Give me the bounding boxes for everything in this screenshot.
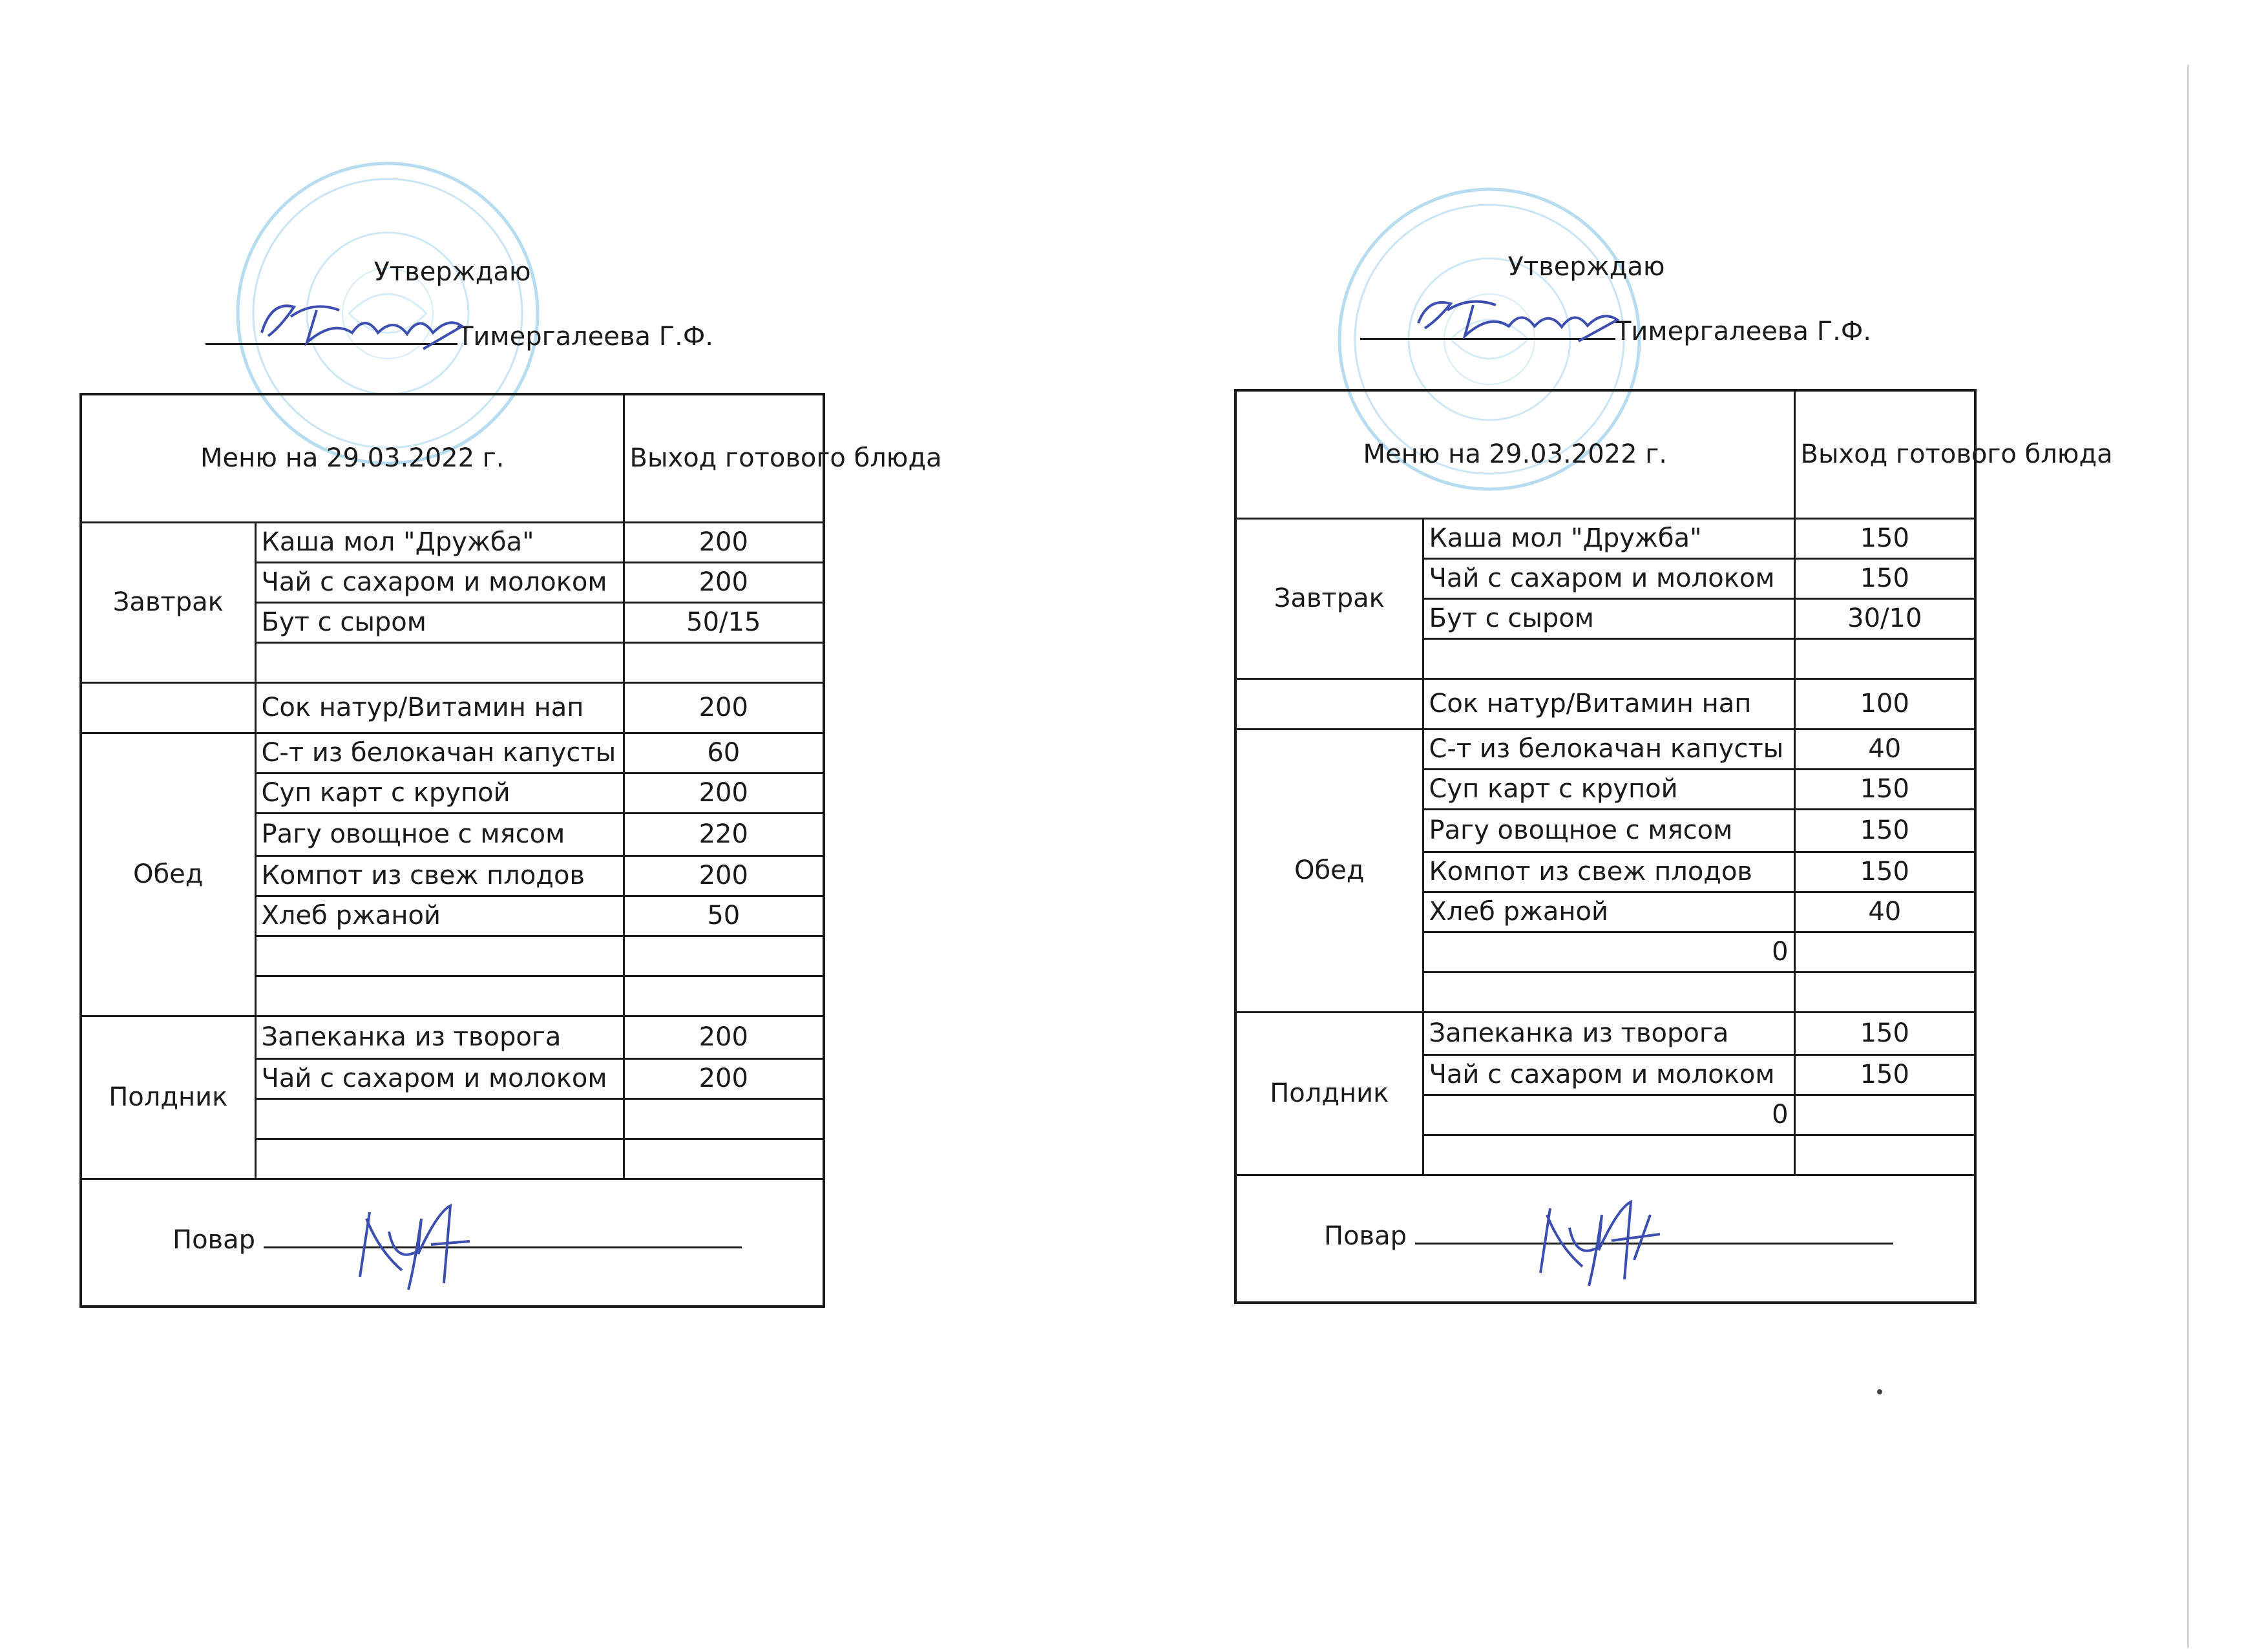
dish-name: С-т из белокачан капусты	[255, 733, 624, 773]
dish-yield: 200	[624, 1058, 824, 1098]
dish-yield: 150	[1794, 809, 1975, 852]
director-signature	[255, 288, 475, 359]
dish-name	[1423, 638, 1794, 678]
dish-name: Рагу овощное с мясом	[1423, 809, 1794, 852]
dish-name: Каша мол "Дружба"	[1423, 518, 1794, 558]
dish-yield: 150	[1794, 518, 1975, 558]
dish-name: Суп карт с крупой	[1423, 769, 1794, 809]
dish-yield: 150	[1794, 852, 1975, 892]
table-row	[1235, 729, 1975, 769]
approve-word: Утверждаю	[1507, 252, 1665, 282]
cook-footer	[1235, 1175, 1975, 1303]
footer-row	[81, 1179, 824, 1307]
table-row	[81, 682, 824, 733]
cook-signature	[1521, 1189, 1721, 1292]
dish-name: Чай с сахаром и молоком	[255, 562, 624, 602]
director-name: Тимергалеева Г.Ф.	[1615, 317, 1871, 346]
cook-signature	[341, 1193, 541, 1296]
menu-table	[1234, 389, 2113, 1304]
dish-name: Запеканка из творога	[1423, 1012, 1794, 1055]
dish-name: Сок натур/Витамин нап	[1423, 678, 1794, 729]
dish-name	[1423, 1135, 1794, 1175]
dish-yield: 50/15	[624, 602, 824, 642]
dish-name: Каша мол "Дружба"	[255, 522, 624, 562]
header-row	[81, 394, 824, 522]
dish-name: 0	[1423, 1095, 1794, 1135]
dish-name: 0	[1423, 932, 1794, 972]
menu-title: Меню на 29.03.2022 г.	[1235, 390, 1794, 518]
dish-yield: 150	[1794, 769, 1975, 809]
dish-name: Сок натур/Витамин нап	[255, 682, 624, 733]
table-row	[1235, 678, 1975, 729]
dish-yield	[624, 936, 824, 976]
meal-label-empty	[81, 682, 255, 733]
dish-yield	[624, 1139, 824, 1179]
dish-yield	[624, 1098, 824, 1139]
dish-yield: 200	[624, 522, 824, 562]
dish-name	[255, 1139, 624, 1179]
dish-name	[255, 976, 624, 1016]
dish-yield	[1794, 638, 1975, 678]
meal-label-lunch: Обед	[1235, 729, 1423, 1012]
meal-label-breakfast: Завтрак	[1235, 518, 1423, 678]
dish-yield: 60	[624, 733, 824, 773]
director-name: Тимергалеева Г.Ф.	[457, 322, 713, 352]
dish-yield: 200	[624, 856, 824, 896]
dish-name: Бут с сыром	[1423, 598, 1794, 638]
approve-word: Утверждаю	[373, 257, 531, 287]
dish-name: Хлеб ржаной	[1423, 892, 1794, 932]
dish-name: Компот из свеж плодов	[255, 856, 624, 896]
dish-name: Запеканка из творога	[255, 1016, 624, 1058]
table-row	[81, 522, 824, 562]
dish-yield	[1794, 932, 1975, 972]
menu-title: Меню на 29.03.2022 г.	[81, 394, 624, 522]
dish-yield	[624, 976, 824, 1016]
dish-name	[255, 936, 624, 976]
meal-label-snack: Полдник	[1235, 1012, 1423, 1175]
dish-yield: 150	[1794, 1012, 1975, 1055]
dish-name: Хлеб ржаной	[255, 896, 624, 936]
dish-name: Рагу овощное с мясом	[255, 813, 624, 856]
yield-header: Выход готового блюда	[1794, 390, 1975, 518]
dish-yield: 200	[624, 562, 824, 602]
meal-label-lunch: Обед	[81, 733, 255, 1016]
table-row	[81, 733, 824, 773]
dish-name	[255, 1098, 624, 1139]
dish-yield	[1794, 972, 1975, 1012]
dish-yield	[1794, 1095, 1975, 1135]
dish-yield: 100	[1794, 678, 1975, 729]
dish-name	[255, 642, 624, 682]
dish-name: Бут с сыром	[255, 602, 624, 642]
dish-name: Чай с сахаром и молоком	[1423, 558, 1794, 598]
table-row	[1235, 1012, 1975, 1055]
header-row	[1235, 390, 1975, 518]
meal-label-snack: Полдник	[81, 1016, 255, 1179]
menu-panel-right	[1134, 0, 2268, 1649]
dish-name: С-т из белокачан капусты	[1423, 729, 1794, 769]
dish-yield: 200	[624, 682, 824, 733]
dish-name: Суп карт с крупой	[255, 773, 624, 813]
cook-label: Повар	[173, 1224, 256, 1255]
dish-name: Компот из свеж плодов	[1423, 852, 1794, 892]
dish-yield	[624, 642, 824, 682]
dish-yield: 40	[1794, 892, 1975, 932]
dish-yield: 150	[1794, 1055, 1975, 1095]
dish-name: Чай с сахаром и молоком	[255, 1058, 624, 1098]
dish-yield: 200	[624, 773, 824, 813]
menu-table	[79, 393, 942, 1308]
meal-label-empty	[1235, 678, 1423, 729]
yield-header: Выход готового блюда	[624, 394, 824, 522]
footer-row	[1235, 1175, 1975, 1303]
dish-yield: 30/10	[1794, 598, 1975, 638]
table-row	[1235, 518, 1975, 558]
meal-label-breakfast: Завтрак	[81, 522, 255, 682]
dish-name: Чай с сахаром и молоком	[1423, 1055, 1794, 1095]
dish-yield: 150	[1794, 558, 1975, 598]
cook-footer	[81, 1179, 824, 1307]
dish-yield: 200	[624, 1016, 824, 1058]
dish-yield: 220	[624, 813, 824, 856]
dish-yield: 40	[1794, 729, 1975, 769]
table-row	[81, 1016, 824, 1058]
dish-yield	[1794, 1135, 1975, 1175]
dish-name	[1423, 972, 1794, 1012]
director-signature	[1412, 284, 1625, 349]
dish-yield: 50	[624, 896, 824, 936]
cook-label: Повар	[1324, 1221, 1407, 1251]
